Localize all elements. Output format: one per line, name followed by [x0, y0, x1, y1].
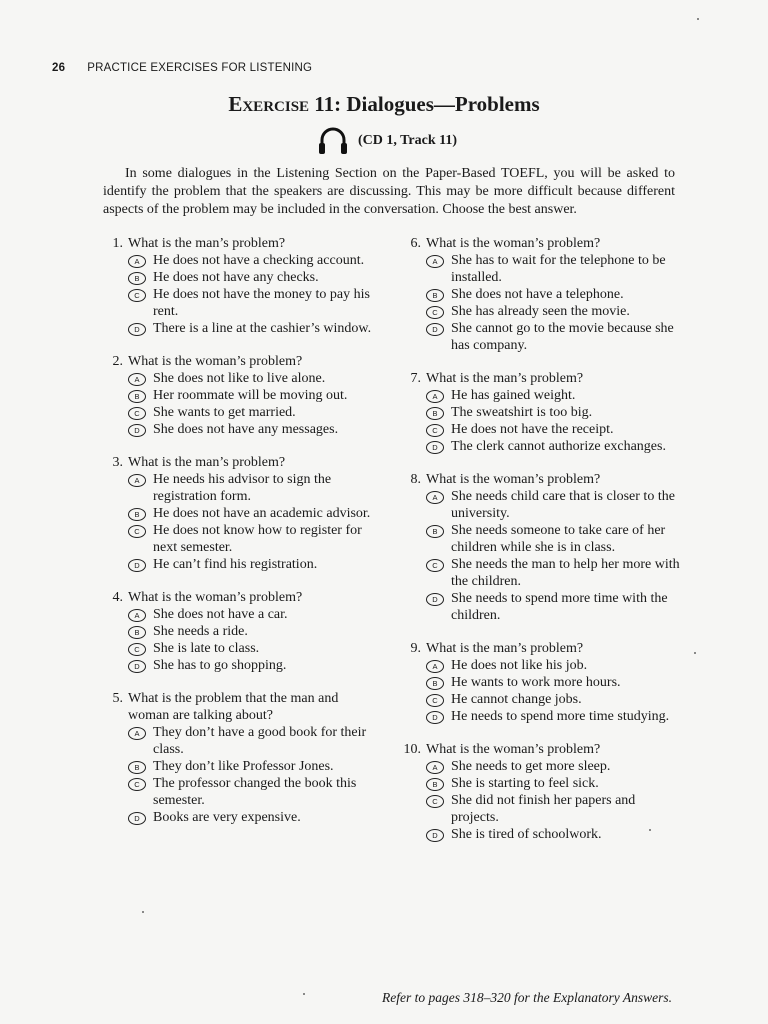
question-item — [103, 690, 375, 826]
question-item — [401, 370, 681, 455]
answer-option-text: She does not like to live alone. — [153, 371, 326, 386]
answer-option[interactable] — [401, 792, 681, 826]
answer-option[interactable] — [103, 724, 375, 758]
answer-option[interactable] — [401, 691, 681, 708]
answer-option[interactable] — [401, 421, 681, 438]
answer-option-text: He does not have an academic advisor. — [153, 506, 371, 521]
question-number: 10. — [403, 742, 421, 757]
question-item — [103, 454, 375, 573]
question-stem — [401, 741, 681, 758]
answer-option[interactable] — [401, 320, 681, 354]
answer-bubble-icon[interactable]: B — [426, 525, 444, 538]
answer-option[interactable] — [103, 286, 375, 320]
answer-option[interactable] — [401, 556, 681, 590]
footer-reference: Refer to pages 318–320 for the Explanatory Answers. — [382, 990, 672, 1005]
answer-option[interactable] — [103, 471, 375, 505]
answer-option[interactable] — [401, 775, 681, 792]
answer-option-text: He has gained weight. — [451, 388, 576, 403]
question-item — [401, 640, 681, 725]
question-number: 3. — [112, 455, 123, 470]
answer-option-text: She is late to class. — [153, 641, 260, 656]
answer-option[interactable] — [103, 522, 375, 556]
exercise-label: Exercise 11: — [228, 92, 342, 116]
question-item — [401, 235, 681, 354]
section-title: PRACTICE EXERCISES FOR LISTENING — [87, 62, 313, 74]
answer-option-text: She does not have a car. — [153, 607, 288, 622]
exercise-title — [0, 92, 768, 117]
answer-bubble-icon[interactable]: B — [128, 508, 146, 521]
answer-option-text: She needs to spend more time with the children. — [451, 591, 668, 623]
answer-option[interactable] — [103, 623, 375, 640]
answer-bubble-icon[interactable]: D — [128, 424, 146, 437]
question-text: What is the man’s problem? — [426, 371, 584, 386]
answer-option-text: There is a line at the cashier’s window. — [153, 321, 372, 336]
question-text: What is the man’s problem? — [128, 455, 286, 470]
answer-option-text: She has to go shopping. — [153, 658, 287, 673]
answer-option[interactable] — [103, 370, 375, 387]
answer-option[interactable] — [401, 708, 681, 725]
answer-option-text: The clerk cannot authorize exchanges. — [451, 439, 666, 454]
answer-option[interactable] — [103, 657, 375, 674]
answer-option[interactable] — [103, 387, 375, 404]
answer-option-text: She needs to get more sleep. — [451, 759, 611, 774]
question-stem — [401, 640, 681, 657]
question-number: 4. — [112, 590, 123, 605]
answer-bubble-icon[interactable]: B — [426, 778, 444, 791]
answer-option-text: She wants to get married. — [153, 405, 296, 420]
answer-option[interactable] — [103, 809, 375, 826]
answer-option[interactable] — [401, 522, 681, 556]
instructions-text: In some dialogues in the Listening Section on the Paper-Based TOEFL, you will be asked to identify the problem that the speakers are discussing. This may be more difficult because different aspects of the problem may be included in the conversation. Choose the best answer. — [103, 166, 675, 217]
answer-option-text: He does not have the money to pay his rent. — [153, 287, 370, 319]
question-text: What is the man’s problem? — [426, 641, 584, 656]
question-text: What is the problem that the man and woman are talking about? — [128, 691, 339, 723]
answer-option-text: She needs the man to help her more with the children. — [451, 557, 680, 589]
answer-option-text: The sweatshirt is too big. — [451, 405, 593, 420]
answer-bubble-icon[interactable]: A — [128, 373, 146, 386]
answer-option[interactable] — [401, 286, 681, 303]
question-text: What is the woman’s problem? — [128, 590, 303, 605]
answer-option-text: She is tired of schoolwork. — [451, 827, 602, 842]
answer-option-text: They don’t have a good book for their class. — [153, 725, 367, 757]
answer-option[interactable] — [401, 758, 681, 775]
answer-bubble-icon[interactable]: A — [128, 609, 146, 622]
question-stem — [401, 370, 681, 387]
answer-option-text: The professor changed the book this semester. — [153, 776, 357, 808]
question-item — [103, 589, 375, 674]
answer-option[interactable] — [103, 269, 375, 286]
answer-bubble-icon[interactable]: D — [128, 559, 146, 572]
answer-option[interactable] — [401, 488, 681, 522]
scan-speck — [303, 993, 305, 995]
answer-option-text: He does not have a checking account. — [153, 253, 365, 268]
answer-bubble-icon[interactable]: A — [426, 390, 444, 403]
question-text: What is the woman’s problem? — [426, 742, 601, 757]
question-number: 2. — [112, 354, 123, 369]
answer-bubble-icon[interactable]: C — [426, 694, 444, 707]
question-number: 7. — [410, 371, 421, 386]
answer-option-text: He needs his advisor to sign the registration form. — [153, 472, 332, 504]
headphones-icon — [316, 124, 350, 158]
answer-option-text: He does not like his job. — [451, 658, 588, 673]
answer-bubble-icon[interactable]: C — [128, 525, 146, 538]
answer-option-text: She cannot go to the movie because she has company. — [451, 321, 674, 353]
answer-bubble-icon[interactable]: A — [426, 491, 444, 504]
question-stem — [103, 353, 375, 370]
answer-option[interactable] — [401, 674, 681, 691]
answer-option[interactable] — [401, 826, 681, 843]
answer-option[interactable] — [103, 640, 375, 657]
answer-bubble-icon[interactable]: D — [128, 323, 146, 336]
answer-option-text: He does not have the receipt. — [451, 422, 614, 437]
answer-option-text: She needs child care that is closer to the university. — [451, 489, 675, 521]
answer-bubble-icon[interactable]: C — [426, 795, 444, 808]
scan-speck — [142, 911, 144, 913]
answer-option-text: He does not know how to register for next semester. — [153, 523, 362, 555]
question-number: 5. — [112, 691, 123, 706]
answer-bubble-icon[interactable]: A — [128, 474, 146, 487]
answer-option-text: Books are very expensive. — [153, 810, 301, 825]
answer-option[interactable] — [401, 252, 681, 286]
answer-option[interactable] — [401, 657, 681, 674]
answer-option[interactable] — [103, 758, 375, 775]
answer-bubble-icon[interactable]: D — [128, 812, 146, 825]
answer-option-text: He can’t find his registration. — [153, 557, 318, 572]
answer-bubble-icon[interactable]: D — [426, 711, 444, 724]
exercise-topic: Dialogues—Problems — [341, 92, 540, 116]
answer-option[interactable] — [401, 387, 681, 404]
answer-option-text: She needs a ride. — [153, 624, 248, 639]
audio-track — [316, 124, 457, 158]
answer-bubble-icon[interactable]: D — [128, 660, 146, 673]
answer-option-text: She is starting to feel sick. — [451, 776, 599, 791]
answer-bubble-icon[interactable]: C — [128, 407, 146, 420]
answer-option-text: They don’t like Professor Jones. — [153, 759, 334, 774]
answer-bubble-icon[interactable]: B — [128, 626, 146, 639]
answer-option[interactable] — [103, 421, 375, 438]
answer-option-text: She has already seen the movie. — [451, 304, 630, 319]
answer-bubble-icon[interactable]: B — [128, 272, 146, 285]
question-stem — [401, 471, 681, 488]
running-header — [52, 62, 312, 74]
question-number: 9. — [410, 641, 421, 656]
answer-bubble-icon[interactable]: A — [426, 761, 444, 774]
answer-option-text: He does not have any checks. — [153, 270, 319, 285]
question-text: What is the man’s problem? — [128, 236, 286, 251]
answer-bubble-icon[interactable]: D — [426, 441, 444, 454]
answer-bubble-icon[interactable]: D — [426, 829, 444, 842]
scan-speck — [697, 18, 699, 20]
answer-option-text: Her roommate will be moving out. — [153, 388, 348, 403]
answer-option[interactable] — [103, 320, 375, 337]
answer-option-text: She has to wait for the telephone to be installed. — [451, 253, 666, 285]
track-label: (CD 1, Track 11) — [358, 133, 458, 148]
answer-option[interactable] — [401, 404, 681, 421]
answer-option-text: She does not have a telephone. — [451, 287, 624, 302]
question-number: 8. — [410, 472, 421, 487]
answer-option[interactable] — [103, 404, 375, 421]
question-item — [401, 471, 681, 624]
answer-bubble-icon[interactable]: A — [426, 660, 444, 673]
answer-bubble-icon[interactable]: B — [128, 761, 146, 774]
answer-bubble-icon[interactable]: C — [426, 424, 444, 437]
question-stem — [103, 589, 375, 606]
question-text: What is the woman’s problem? — [426, 472, 601, 487]
answer-option[interactable] — [103, 775, 375, 809]
scan-speck — [649, 829, 651, 831]
question-stem — [103, 235, 375, 252]
answer-option-text: She needs someone to take care of her children while she is in class. — [451, 523, 666, 555]
answer-bubble-icon[interactable]: B — [426, 289, 444, 302]
answer-option-text: He needs to spend more time studying. — [451, 709, 670, 724]
question-number: 6. — [410, 236, 421, 251]
page-number: 26 — [52, 62, 66, 74]
scan-speck — [694, 652, 696, 654]
answer-option-text: She does not have any messages. — [153, 422, 339, 437]
instructions — [103, 165, 675, 219]
answer-bubble-icon[interactable]: C — [128, 643, 146, 656]
answer-option-text: She did not finish her papers and projects. — [451, 793, 636, 825]
question-stem — [103, 454, 375, 471]
answer-option[interactable] — [401, 590, 681, 624]
answer-bubble-icon[interactable]: C — [128, 778, 146, 791]
answer-bubble-icon[interactable]: B — [128, 390, 146, 403]
answer-bubble-icon[interactable]: D — [426, 323, 444, 336]
answer-bubble-icon[interactable]: C — [426, 559, 444, 572]
answer-option[interactable] — [401, 303, 681, 320]
question-stem — [103, 690, 375, 724]
answer-option[interactable] — [103, 606, 375, 623]
question-item — [401, 741, 681, 843]
questions-left-column — [103, 235, 375, 842]
answer-bubble-icon[interactable]: B — [426, 677, 444, 690]
question-text: What is the woman’s problem? — [128, 354, 303, 369]
question-item — [103, 353, 375, 438]
answer-option[interactable] — [103, 505, 375, 522]
question-number: 1. — [112, 236, 123, 251]
question-item — [103, 235, 375, 337]
answer-bubble-icon[interactable]: A — [426, 255, 444, 268]
answer-option-text: He wants to work more hours. — [451, 675, 621, 690]
questions-right-column — [401, 235, 681, 859]
answer-bubble-icon[interactable]: A — [128, 255, 146, 268]
answer-option[interactable] — [401, 438, 681, 455]
question-text: What is the woman’s problem? — [426, 236, 601, 251]
answer-option[interactable] — [103, 252, 375, 269]
answer-bubble-icon[interactable]: B — [426, 407, 444, 420]
answer-bubble-icon[interactable]: C — [426, 306, 444, 319]
answer-bubble-icon[interactable]: D — [426, 593, 444, 606]
answer-option[interactable] — [103, 556, 375, 573]
answer-option-text: He cannot change jobs. — [451, 692, 582, 707]
answer-bubble-icon[interactable]: A — [128, 727, 146, 740]
answer-bubble-icon[interactable]: C — [128, 289, 146, 302]
question-stem — [401, 235, 681, 252]
